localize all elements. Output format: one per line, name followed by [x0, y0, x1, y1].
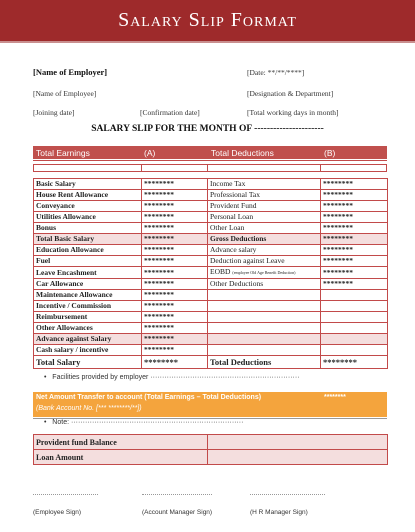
- net-amount-value: ********: [324, 394, 346, 401]
- earning-label: Cash salary / incentive: [34, 345, 142, 356]
- table-row: [34, 334, 388, 345]
- earning-value: ********: [142, 234, 208, 245]
- note-text: Note: ··········································································: [52, 419, 244, 426]
- deduction-note: (employee Old Age Benefit Deduction): [232, 270, 296, 275]
- earning-label: Incentive / Commission: [34, 301, 142, 312]
- earning-label: Utilities Allowance: [34, 212, 142, 223]
- deduction-label: [208, 267, 321, 279]
- designation-field: [Designation & Department]: [247, 89, 334, 98]
- bullet-icon: •: [44, 374, 47, 381]
- table-row: [34, 179, 388, 190]
- header-rule: [33, 160, 387, 161]
- deductions-header: Total Deductions: [211, 147, 274, 158]
- bullet-icon: •: [44, 419, 47, 426]
- facilities-line: [44, 374, 300, 381]
- earning-label: Other Allowances: [34, 323, 142, 334]
- account-sign-label: (Account Manager Sign): [142, 509, 213, 516]
- deduction-label: Other Loan: [208, 223, 321, 234]
- table-row: [34, 323, 388, 334]
- earning-label: Total Basic Salary: [34, 234, 142, 245]
- total-row: [34, 356, 388, 369]
- deduction-value: ********: [321, 179, 388, 190]
- table-row: [34, 267, 388, 279]
- table-row: [34, 190, 388, 201]
- deduction-label: Personal Loan: [208, 212, 321, 223]
- deduction-label: Deduction against Leave: [208, 256, 321, 267]
- spacer-row: [33, 164, 387, 172]
- deduction-label: Other Deductions: [208, 279, 321, 290]
- net-amount-label: Net Amount Transfer to account (Total Earnings – Total Deductions): [36, 394, 262, 401]
- table-row: [34, 245, 388, 256]
- earning-value: ********: [142, 190, 208, 201]
- deduction-label: Provident Fund: [208, 201, 321, 212]
- earning-label: Maintenance Allowance: [34, 290, 142, 301]
- employee-name-field: [Name of Employee]: [33, 89, 97, 98]
- earning-label: Reimbursement: [34, 312, 142, 323]
- loan-amount-value: [208, 450, 388, 465]
- deduction-label: [208, 334, 321, 345]
- earning-value: ********: [142, 345, 208, 356]
- earning-value: ********: [142, 201, 208, 212]
- total-salary-value: ********: [142, 356, 208, 369]
- table-row: [34, 301, 388, 312]
- total-deductions-value: ********: [321, 356, 388, 369]
- earning-label: Basic Salary: [34, 179, 142, 190]
- deduction-label: [208, 301, 321, 312]
- table-row: [34, 234, 388, 245]
- deduction-value: ********: [321, 223, 388, 234]
- hr-sign-line: [250, 494, 325, 495]
- deduction-label: Gross Deductions: [208, 234, 321, 245]
- deduction-value: ********: [321, 256, 388, 267]
- earning-label: Car Allowance: [34, 279, 142, 290]
- table-row: [34, 435, 388, 450]
- loan-amount-label: Loan Amount: [34, 450, 208, 465]
- table-row: [34, 223, 388, 234]
- earning-value: ********: [142, 312, 208, 323]
- earning-label: Advance against Salary: [34, 334, 142, 345]
- date-field: [Date: **/**/****]: [247, 68, 305, 77]
- provident-fund-value: [208, 435, 388, 450]
- table-row: [34, 201, 388, 212]
- salary-table: [33, 178, 388, 369]
- earning-value: ********: [142, 245, 208, 256]
- balance-table: [33, 434, 388, 465]
- deduction-value: ********: [321, 245, 388, 256]
- earning-label: Leave Encashment: [34, 267, 142, 279]
- deduction-label: Income Tax: [208, 179, 321, 190]
- column-a-header: (A): [144, 147, 156, 158]
- page-title: Salary Slip Format: [118, 9, 297, 31]
- employee-sign-label: (Employee Sign): [33, 509, 82, 516]
- deduction-label: [208, 345, 321, 356]
- table-row: [34, 279, 388, 290]
- table-row: [34, 312, 388, 323]
- deduction-value: ********: [321, 279, 388, 290]
- earning-value: ********: [142, 267, 208, 279]
- account-sign-line: [142, 494, 212, 495]
- earning-label: Fuel: [34, 256, 142, 267]
- deduction-value: ********: [321, 267, 388, 279]
- earning-value: ********: [142, 223, 208, 234]
- column-b-header: (B): [324, 147, 336, 158]
- total-salary-label: Total Salary: [34, 356, 142, 369]
- bank-account-label: (Bank Account No. [*** ********/**]): [36, 405, 142, 412]
- working-days-field: [Total working days in month]: [247, 108, 339, 117]
- net-amount-band: [33, 392, 387, 417]
- table-header: [33, 146, 387, 159]
- deduction-label: [208, 323, 321, 334]
- month-heading: SALARY SLIP FOR THE MONTH OF ----------------------: [91, 124, 324, 134]
- deduction-value: [321, 290, 388, 301]
- earnings-header: Total Earnings: [36, 147, 90, 158]
- earning-label: Bonus: [34, 223, 142, 234]
- total-deductions-label: Total Deductions: [208, 356, 321, 369]
- earning-label: Conveyance: [34, 201, 142, 212]
- deduction-label: [208, 312, 321, 323]
- deduction-value: [321, 323, 388, 334]
- earning-value: ********: [142, 212, 208, 223]
- table-row: [34, 256, 388, 267]
- deduction-label: [208, 290, 321, 301]
- title-banner: [0, 0, 415, 41]
- table-row: [34, 450, 388, 465]
- employer-name-field: [Name of Employer]: [33, 67, 108, 77]
- employee-sign-line: [33, 494, 98, 495]
- earning-value: ********: [142, 179, 208, 190]
- deduction-value: ********: [321, 190, 388, 201]
- deduction-label-text: EOBD: [210, 267, 231, 276]
- deduction-value: [321, 312, 388, 323]
- confirmation-date-field: [Confirmation date]: [140, 108, 200, 117]
- earning-value: ********: [142, 301, 208, 312]
- deduction-value: [321, 334, 388, 345]
- banner-underline: [0, 41, 415, 43]
- earning-value: ********: [142, 290, 208, 301]
- deduction-value: ********: [321, 212, 388, 223]
- table-row: [34, 212, 388, 223]
- deduction-value: [321, 345, 388, 356]
- earning-value: ********: [142, 256, 208, 267]
- deduction-label: Advance salary: [208, 245, 321, 256]
- earning-label: Education Allowance: [34, 245, 142, 256]
- deduction-value: [321, 301, 388, 312]
- joining-date-field: [Joining date]: [33, 108, 75, 117]
- deduction-value: ********: [321, 234, 388, 245]
- earning-label: House Rent Allowance: [34, 190, 142, 201]
- table-row: [34, 345, 388, 356]
- earning-value: ********: [142, 323, 208, 334]
- facilities-text: Facilities provided by employer ································································: [52, 374, 300, 381]
- deduction-value: ********: [321, 201, 388, 212]
- table-row: [34, 290, 388, 301]
- earning-value: ********: [142, 279, 208, 290]
- note-line: [44, 419, 243, 426]
- hr-sign-label: (H R Manager Sign): [250, 509, 308, 516]
- deduction-label: Professional Tax: [208, 190, 321, 201]
- earning-value: ********: [142, 334, 208, 345]
- provident-fund-label: Provident fund Balance: [34, 435, 208, 450]
